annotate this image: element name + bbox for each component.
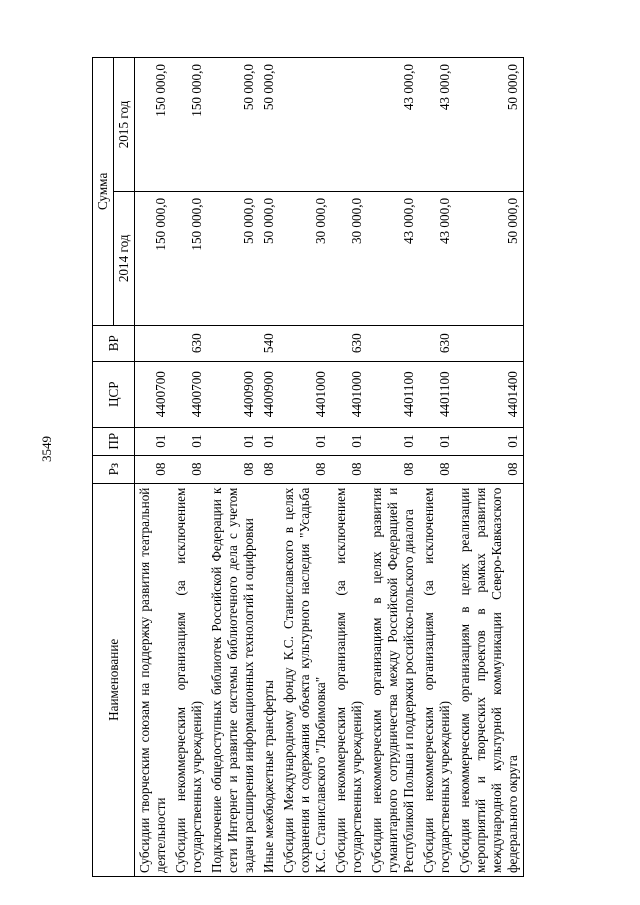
row-sum-2014: 150 000,0 (171, 191, 207, 325)
table-row (455, 58, 524, 877)
row-sum-2015: 43 000,0 (419, 58, 455, 192)
table-row (367, 58, 419, 877)
row-sum-2014: 150 000,0 (135, 191, 172, 325)
row-name: Субсидии некоммерческим организациям (за исключением государственных учреждений) (171, 483, 207, 876)
row-pr: 01 (259, 427, 279, 455)
row-name: Субсидии творческим союзам на поддержку развития театральной деятельности (135, 483, 172, 876)
row-rz: 08 (367, 455, 419, 483)
row-csr: 4401000 (331, 361, 367, 427)
row-name: Субсидии некоммерческим организациям в целях развития гуманитарного сотрудничества между Российской Федерацией и Республикой Польша и поддержки российско-польского диалога (367, 483, 419, 876)
row-name: Субсидии некоммерческим организациям (за исключением государственных учреждений) (419, 483, 455, 876)
row-sum-2015: 43 000,0 (367, 58, 419, 192)
row-vr: 630 (331, 325, 367, 361)
row-rz: 08 (207, 455, 259, 483)
row-name: Субсидии Международному фонду К.С. Станиславского в целях сохранения и содержания объекта культурного наследия "Усадьба К.С. Станиславского "Любимовка" (279, 483, 331, 876)
row-sum-2015 (331, 58, 367, 192)
table-header (93, 58, 135, 877)
row-rz: 08 (419, 455, 455, 483)
row-rz: 08 (171, 455, 207, 483)
header-csr: ЦСР (93, 361, 135, 427)
row-pr: 01 (455, 427, 524, 455)
row-pr: 01 (367, 427, 419, 455)
row-csr: 4401000 (279, 361, 331, 427)
row-vr: 540 (259, 325, 279, 361)
row-sum-2014: 43 000,0 (419, 191, 455, 325)
row-pr: 01 (207, 427, 259, 455)
row-csr: 4400900 (259, 361, 279, 427)
row-sum-2015: 150 000,0 (135, 58, 172, 192)
row-sum-2015: 50 000,0 (207, 58, 259, 192)
row-vr (207, 325, 259, 361)
row-pr: 01 (331, 427, 367, 455)
header-year-2014: 2014 год (114, 191, 135, 325)
row-pr: 01 (171, 427, 207, 455)
table-row (419, 58, 455, 877)
table-row (259, 58, 279, 877)
row-csr: 4400900 (207, 361, 259, 427)
table-row (331, 58, 367, 877)
row-vr (279, 325, 331, 361)
row-csr: 4400700 (135, 361, 172, 427)
budget-table (92, 57, 524, 877)
row-pr: 01 (279, 427, 331, 455)
row-rz: 08 (331, 455, 367, 483)
row-name: Иные межбюджетные трансферты (259, 483, 279, 876)
row-vr (367, 325, 419, 361)
row-csr: 4400700 (171, 361, 207, 427)
page-number: 3549 (39, 436, 54, 462)
row-csr: 4401100 (367, 361, 419, 427)
header-name: Наименование (93, 483, 135, 876)
row-sum-2014: 50 000,0 (207, 191, 259, 325)
row-csr: 4401100 (419, 361, 455, 427)
budget-table-rotated-container (92, 57, 582, 877)
header-vr: ВР (93, 325, 135, 361)
row-sum-2014: 30 000,0 (331, 191, 367, 325)
table-row (135, 58, 172, 877)
table-row (207, 58, 259, 877)
row-sum-2015: 50 000,0 (259, 58, 279, 192)
row-sum-2014: 50 000,0 (259, 191, 279, 325)
header-sum: Сумма (93, 58, 114, 326)
row-name: Субсидии некоммерческим организациям (за исключением государственных учреждений) (331, 483, 367, 876)
row-vr (455, 325, 524, 361)
row-sum-2014: 50 000,0 (455, 191, 524, 325)
row-pr: 01 (419, 427, 455, 455)
row-pr: 01 (135, 427, 172, 455)
table-row (171, 58, 207, 877)
row-sum-2014: 43 000,0 (367, 191, 419, 325)
table-row (279, 58, 331, 877)
row-sum-2015 (279, 58, 331, 192)
row-name: Субсидия некоммерческим организациям в целях реализации мероприятий и творческих проектов в рамках развития международной культурной коммуникации Северо-Кавказского федерального округа (455, 483, 524, 876)
header-rz: Рз (93, 455, 135, 483)
header-year-2015: 2015 год (114, 58, 135, 192)
row-csr: 4401400 (455, 361, 524, 427)
row-vr (135, 325, 172, 361)
row-vr: 630 (419, 325, 455, 361)
row-sum-2015: 50 000,0 (455, 58, 524, 192)
row-sum-2015: 150 000,0 (171, 58, 207, 192)
header-pr: ПР (93, 427, 135, 455)
row-rz: 08 (455, 455, 524, 483)
row-rz: 08 (279, 455, 331, 483)
row-vr: 630 (171, 325, 207, 361)
row-rz: 08 (135, 455, 172, 483)
table-body (135, 58, 524, 877)
row-sum-2014: 30 000,0 (279, 191, 331, 325)
row-rz: 08 (259, 455, 279, 483)
row-name: Подключение общедоступных библиотек Российской Федерации к сети Интернет и развитие системы библиотечного дела с учетом задачи расширения информационных технологий и оцифровки (207, 483, 259, 876)
